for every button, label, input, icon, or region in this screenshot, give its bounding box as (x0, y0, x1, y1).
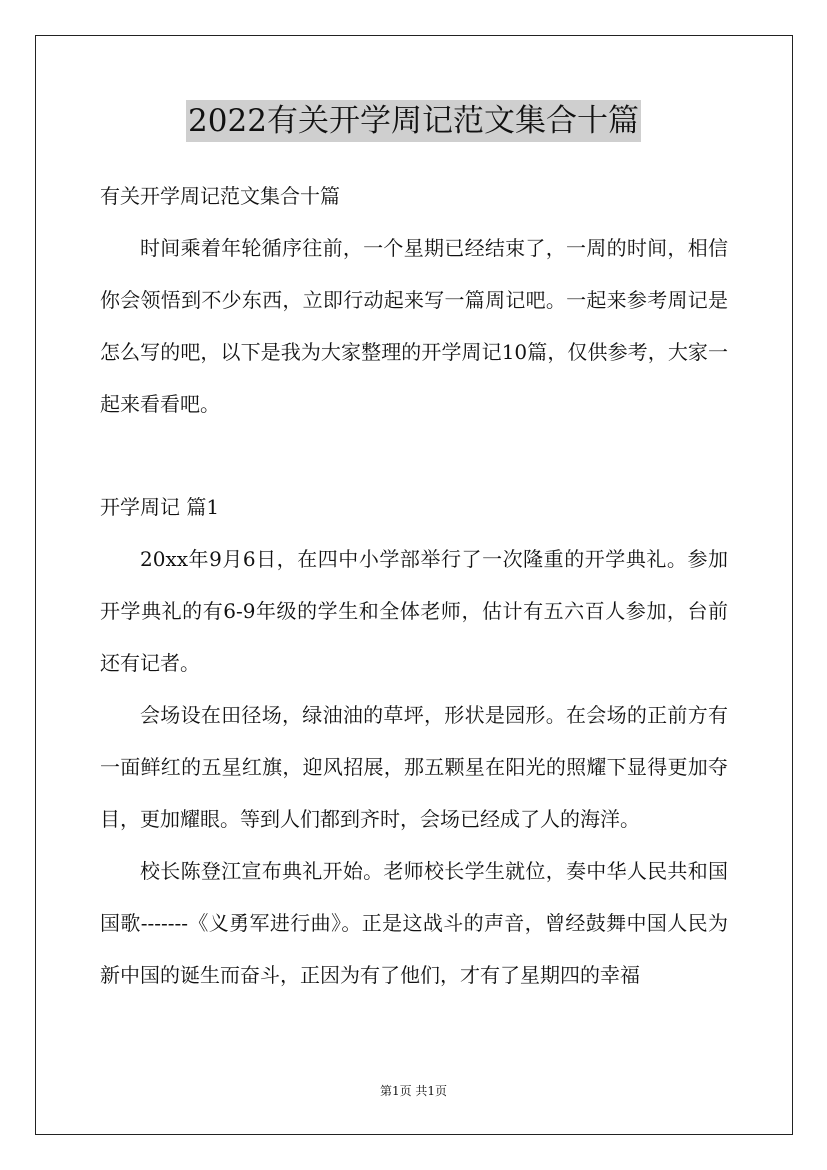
page-footer: 第1页 共1页 (379, 1084, 448, 1098)
intro-paragraph: 时间乘着年轮循序往前，一个星期已经结束了，一周的时间，相信你会领悟到不少东西，立即行动起来写一篇周记吧。一起来参考周记是怎么写的吧，以下是我为大家整理的开学周记10篇，仅供参考，大家一起来看看吧。 (100, 236, 728, 416)
body-paragraph-1: 20xx年9月6日，在四中小学部举行了一次隆重的开学典礼。参加开学典礼的有6-9年级的学生和全体老师，估计有五六百人参加，台前还有记者。 (100, 547, 728, 675)
document-subtitle: 有关开学周记范文集合十篇 (100, 184, 340, 208)
body-paragraph-3: 校长陈登江宣布典礼开始。老师校长学生就位，奏中华人民共和国国歌-------《义勇军进行曲》。正是这战斗的声音，曾经鼓舞中国人民为新中国的诞生而奋斗，正因为有了他们，才有了星期四的幸福 (100, 859, 728, 987)
body-paragraph-2: 会场设在田径场，绿油油的草坪，形状是园形。在会场的正前方有一面鲜红的五星红旗，迎风招展，那五颗星在阳光的照耀下显得更加夺目，更加耀眼。等到人们都到齐时，会场已经成了人的海洋。 (100, 703, 728, 831)
section-heading: 开学周记 篇1 (100, 495, 220, 519)
title-container (0, 100, 827, 142)
document-body (100, 170, 728, 1001)
document-title: 2022有关开学周记范文集合十篇 (186, 100, 641, 142)
